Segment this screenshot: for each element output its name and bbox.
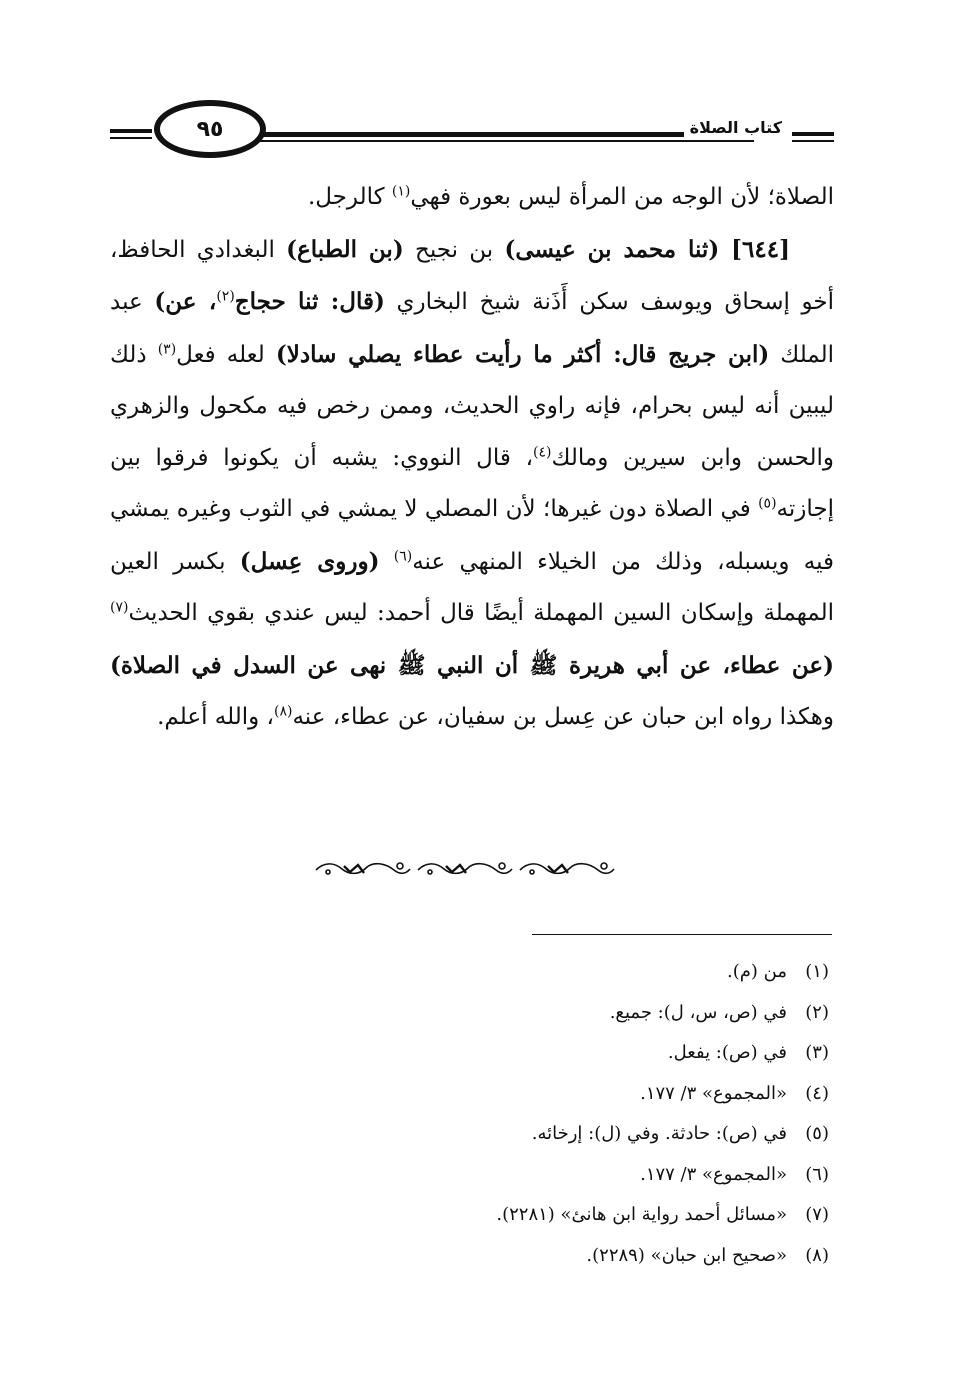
ornament-motif xyxy=(418,863,512,874)
ornament-motif xyxy=(316,863,410,874)
text-run: عبد الملك xyxy=(110,289,834,368)
footnote-ref-2: (٢) xyxy=(216,288,235,305)
footnote-number: (٤) xyxy=(805,1082,829,1104)
footnote xyxy=(269,993,829,1034)
bold-text: (بن الطباع) xyxy=(286,235,404,263)
bold-text: (وروى عِسل) xyxy=(239,547,380,575)
text-run: كالرجل. xyxy=(307,184,392,210)
footnote-separator xyxy=(532,934,832,935)
footnote-number: (٥) xyxy=(805,1123,829,1144)
page-header xyxy=(110,96,834,166)
footnote-number: (٣) xyxy=(805,1042,829,1063)
footnote-text: في (ص): يفعل. xyxy=(667,1042,787,1063)
page-number: ٩٥ xyxy=(196,116,224,142)
footnote-text: في (ص، س، ل): جميع. xyxy=(609,1001,787,1023)
text-run: ، قال النووي: يشبه أن يكونوا فرقوا بين إجازته xyxy=(110,444,834,522)
running-title: كتاب الصلاة xyxy=(684,118,788,137)
footnote-ref-4: (٤) xyxy=(533,443,552,460)
bold-text: (قال: ثنا حجاج xyxy=(234,288,385,315)
footnote-ref-1: (١) xyxy=(391,183,411,200)
ornament-motif xyxy=(520,863,614,874)
footnote xyxy=(269,1074,829,1115)
footnote-number: (٢) xyxy=(805,1001,829,1023)
page-number-oval xyxy=(154,100,266,158)
bold-text: (عن عطاء، عن أبي هريرة ﷺ أن النبي ﷺ نهى عن السدل في الصلاة) xyxy=(110,651,834,679)
text-run: الصلاة؛ لأن الوجه من المرأة ليس بعورة فهي xyxy=(410,184,834,210)
footnote xyxy=(269,1114,829,1155)
footnote-ref-6: (٦) xyxy=(393,547,413,564)
footnote-number: (١) xyxy=(805,961,829,982)
header-rule-left-thin xyxy=(110,137,152,139)
ornament-divider xyxy=(310,854,620,884)
footnotes xyxy=(269,952,829,1276)
text-run: ذلك ليبين أنه ليس بحرام، فإنه راوي الحديث، وممن رخص فيه مكحول والزهري والحسن وابن سيرين ومالك xyxy=(110,341,834,471)
footnote-number: (٦) xyxy=(805,1163,829,1185)
header-rule xyxy=(220,132,754,137)
footnote-text: «مسائل أحمد رواية ابن هانئ» (٢٢٨١). xyxy=(496,1204,787,1225)
footnote-text: «المجموع» ٣/ ١٧٧. xyxy=(640,1082,787,1104)
footnote-text: «صحيح ابن حبان» (٢٢٨٩). xyxy=(586,1244,787,1266)
paragraph-2 xyxy=(110,224,834,744)
header-rule-right-thin xyxy=(792,140,834,142)
header-rule-thin xyxy=(220,140,754,142)
bold-text: ، عن) xyxy=(154,288,217,315)
footnote xyxy=(269,1236,829,1277)
text-run: ، والله أعلم. xyxy=(157,704,274,730)
footnote xyxy=(269,1195,829,1236)
footnote-text: من (م). xyxy=(727,961,787,982)
footnote-ref-5: (٥) xyxy=(758,495,777,512)
text-run: بن نجيح xyxy=(403,236,505,263)
text-run: البغدادي الحافظ، أخو إسحاق ويوسف سكن أَذَنة شيخ البخاري xyxy=(110,236,835,315)
text-run: في الصلاة دون غيرها؛ لأن المصلي لا يمشي في الثوب وغيره يمشي فيه ويسبله، وذلك من الخيلاء المنهي عنه xyxy=(110,496,835,575)
footnote-text: «المجموع» ٣/ ١٧٧. xyxy=(640,1163,787,1185)
hadith-number-and-narrator: [٦٤٤] (ثنا محمد بن عيسى) xyxy=(504,235,790,263)
header-rule-left xyxy=(110,129,152,133)
header-rule-right xyxy=(792,132,834,136)
footnote xyxy=(269,1155,829,1196)
footnote-text: في (ص): حادثة. وفي (ل): إرخائه. xyxy=(531,1123,787,1144)
footnote-number: (٨) xyxy=(805,1244,829,1266)
paragraph-1 xyxy=(110,172,834,224)
bold-text: (ابن جريج قال: أكثر ما رأيت عطاء يصلي سادلا) xyxy=(275,340,770,368)
text-run: لعله فعل xyxy=(176,341,276,368)
footnote xyxy=(269,952,829,993)
main-text xyxy=(110,172,834,744)
text-run: بكسر العين المهملة وإسكان السين المهملة أيضًا قال أحمد: ليس عندي بقوي الحديث xyxy=(110,548,834,626)
footnote-number: (٧) xyxy=(805,1204,829,1225)
footnote-ref-8: (٨) xyxy=(273,703,293,720)
footnote-ref-7: (٧) xyxy=(110,599,129,616)
footnote-ref-3: (٣) xyxy=(157,340,177,357)
text-run: وهكذا رواه ابن حبان عن عِسل بن سفيان، عن عطاء، عنه xyxy=(292,704,834,730)
footnote xyxy=(269,1033,829,1074)
text-run xyxy=(379,549,393,575)
